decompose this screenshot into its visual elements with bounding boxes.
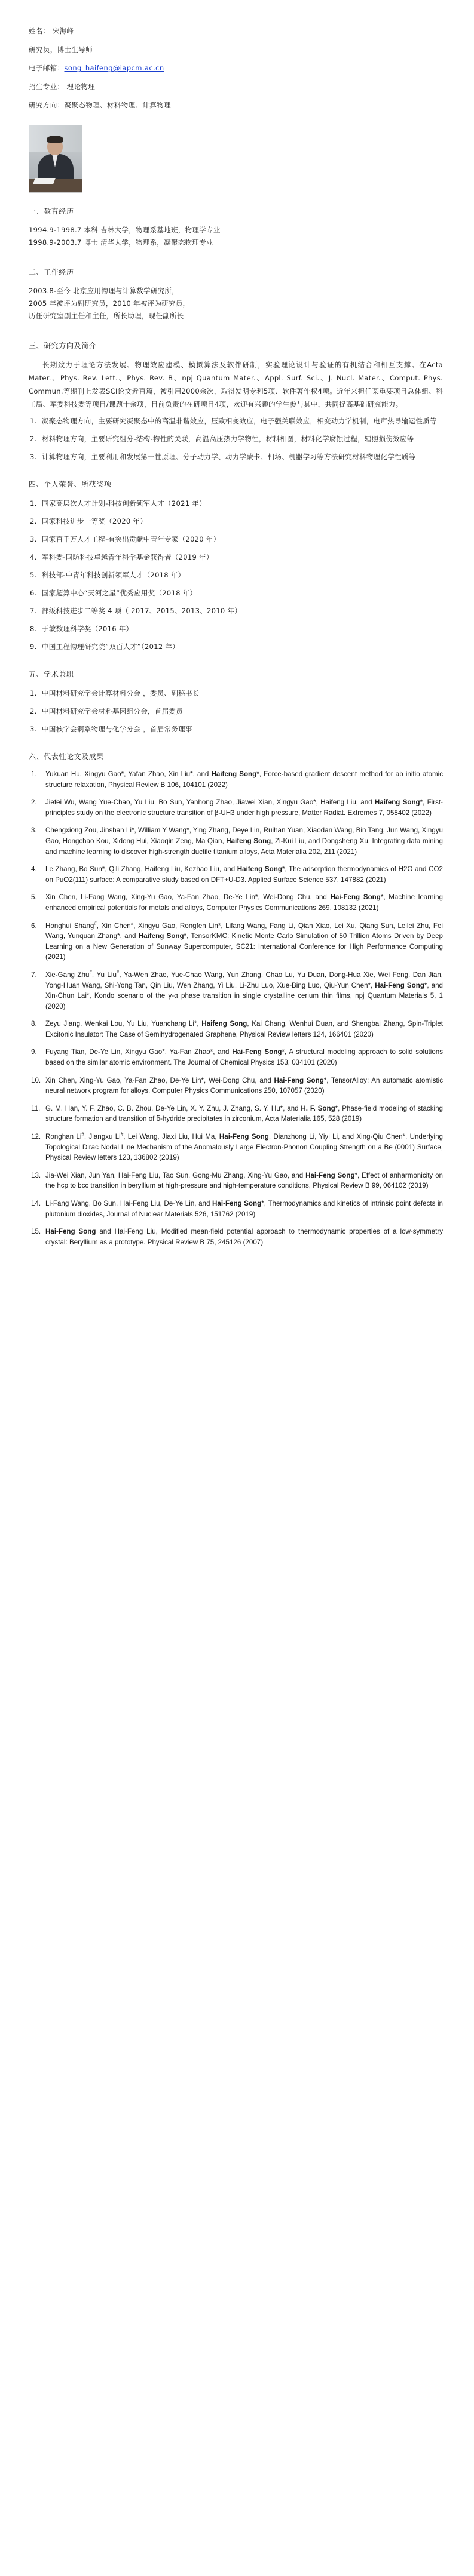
- author-mark: #: [130, 920, 134, 926]
- author-highlight: Haifeng Song: [201, 1020, 247, 1028]
- author-highlight: Haifeng Song: [226, 837, 271, 845]
- paper-item: 6. Honghui Shang#, Xin Chen#, Xingyu Gao, Rongfen Lin*, Lifang Wang, Fang Li, Qian Xiao, Lei Xu, Qiang Sun, Leilei Zhu, Fei Wang, Yunquan Zhang*, and Haifeng Song*, TensorKMC: Kinetic Monte Carlo Simulation of 50 Trillion Atoms Driven by Deep Learning on a New Generation of Sunway Supercomputer, SC21: International Conference for High Performance Computing (2021): [31, 920, 444, 961]
- education-item: 1998.9-2003.7 博士 清华大学，物理系，凝聚态物理专业: [29, 238, 213, 247]
- section-title-academic: 五、学术兼职: [29, 670, 74, 678]
- list-item: 6. 国家超算中心“天河之星”优秀应用奖（2018 年）: [30, 589, 197, 597]
- author-highlight: Hai-Feng Song: [375, 981, 424, 989]
- author-highlight: Hai-Feng Song: [212, 1200, 262, 1207]
- section-title-education: 一、教育经历: [29, 207, 74, 216]
- title-line: 研究员，博士生导师: [29, 45, 93, 54]
- honors-list: [29, 497, 443, 653]
- paper-number: 10.: [31, 1076, 41, 1084]
- author-highlight: Hai-Feng Song: [305, 1171, 355, 1179]
- paper-item: 7. Xie-Gang Zhu#, Yu Liu#, Ya-Wen Zhao, Yue-Chao Wang, Yun Zhang, Chao Lu, Yu Duan, Dong-Hua Xie, Wei Feng, Dan Jian, Yong-Huan Wang, Shi-Yong Tan, Qin Liu, Wen Zhang, Yi Liu, Li-Zhu Luo, Xue-Bing Luo, Qiu-Yun Chen*, Hai-Feng Song*, and Xin-Chun Lai*, Kondo scenario of the γ-α phase transition in single crystalline cerium thin films, npj Quantum Materials 5, 1 (2020): [31, 970, 443, 1010]
- author-mark: #: [116, 970, 120, 976]
- list-item: 1. 中国材料研究学会计算材料分会 ，委员、副秘书长: [30, 689, 200, 697]
- paper-number: 2.: [31, 798, 37, 807]
- paper-number: 7.: [31, 970, 37, 979]
- author-highlight: Haifeng Song: [237, 865, 282, 874]
- section-title-honors: 四、个人荣誉、所获奖项: [29, 480, 112, 488]
- list-item: 2. 国家科技进步一等奖（2020 年）: [30, 517, 148, 525]
- author-highlight: Hai-Feng Song: [274, 1076, 324, 1084]
- paper-number: 1.: [31, 770, 37, 778]
- education-section: [29, 206, 443, 249]
- work-section: [29, 267, 443, 322]
- author-mark: #: [89, 970, 92, 976]
- author-highlight: Hai-Feng Song: [330, 893, 381, 902]
- author-highlight: H. F. Song: [301, 1104, 335, 1112]
- author-mark: #: [81, 1132, 84, 1138]
- education-item: 1994.9-1998.7 本科 吉林大学，物理系基地班，物理学专业: [29, 226, 221, 234]
- paper-item: 3. Chengxiong Zou, Jinshan Li*, William Y Wang*, Ying Zhang, Deye Lin, Ruihan Yuan, Xiaodan Wang, Bin Tang, Jun Wang, Xingyu Gao, Hongchao Kou, Xidong Hui, Xiaoqin Zeng, Ma Qian, Haifeng Song, Zi-Kui Liu, and Dongsheng Xu, Integrating data mining and machine learning to discover high-strength ductile titanium alloys, Acta Materialia 202, 211 (2021): [31, 826, 443, 856]
- name-line: 姓名： 宋海峰: [29, 27, 74, 35]
- paper-item: 10. Xin Chen, Xing-Yu Gao, Ya-Fan Zhao, De-Ye Lin*, Wei-Dong Chu, and Hai-Feng Song*, TensorAlloy: An automatic atomistic neural network program for alloys. Computer Physics Communications 250, 107057 (2020): [31, 1076, 443, 1095]
- list-item: 3. 计算物理方向，主要利用和发展第一性原理、分子动力学、动力学蒙卡、相场、机器学习等方法研究材料物理化学性质等: [30, 453, 416, 461]
- paper-number: 6.: [31, 921, 37, 930]
- academic-list: [29, 687, 443, 736]
- paper-number: 4.: [31, 865, 37, 874]
- paper-number: 8.: [31, 1020, 37, 1028]
- paper-item: 13. Jia-Wei Xian, Jun Yan, Hai-Feng Liu, Tao Sun, Gong-Mu Zhang, Xing-Yu Gao, and Hai-Feng Song*, Effect of anharmonicity on the hcp to bcc transition in beryllium at high-pressure and high-temperature conditions, Physical Review B 99, 064102 (2019): [31, 1171, 443, 1190]
- list-item: 3. 国家百千万人才工程-有突出贡献中青年专家（2020 年）: [30, 535, 221, 543]
- author-mark: #: [120, 1132, 124, 1138]
- section-title-papers: 六、代表性论文及成果: [29, 752, 105, 761]
- list-item: 3. 中国核学会锕系物理与化学分会 ，首届常务理事: [30, 725, 192, 733]
- work-item: 历任研究室副主任和主任，所长助理，现任副所长: [29, 312, 184, 320]
- paper-number: 13.: [31, 1171, 41, 1179]
- author-highlight: Haifeng Song: [374, 798, 420, 807]
- list-item: 1. 凝聚态物理方向，主要研究凝聚态中的高温非谐效应，压致相变效应，电子强关联效应，相变动力学机制，电声热导输运性质等: [30, 417, 437, 425]
- papers-section: [29, 751, 443, 1247]
- paper-number: 9.: [31, 1048, 37, 1056]
- paper-item: 14. Li-Fang Wang, Bo Sun, Hai-Feng Liu, De-Ye Lin, and Hai-Feng Song*, Thermodynamics and kinetics of intrinsic point defects in plutonium dioxides, Journal of Nuclear Materials 526, 151762 (2019): [31, 1200, 444, 1218]
- list-item: 1. 国家高层次人才计划-科技创新领军人才（2021 年）: [30, 499, 206, 508]
- author-highlight: Hai-Feng Song: [232, 1048, 282, 1056]
- list-item: 2. 材料物理方向，主要研究组分-结构-物性的关联，高温高压热力学物性，材料相图，材料化学腐蚀过程，辐照损伤效应等: [30, 435, 414, 443]
- portrait-photo: [29, 125, 82, 193]
- paper-number: 3.: [31, 826, 37, 835]
- paper-number: 11.: [31, 1104, 41, 1112]
- paper-item: 15. Hai-Feng Song and Hai-Feng Liu, Modified mean-field potential approach to thermodynamic properties of a low-symmetry crystal: Beryllium as a prototype. Physical Review B 75, 245126 (2007): [31, 1228, 444, 1246]
- paper-item: 9. Fuyang Tian, De-Ye Lin, Xingyu Gao*, Ya-Fan Zhao*, and Hai-Feng Song*, A structural modeling approach to solid solutions based on the similar atomic environment. The Journal of Chemical Physics 153, 034101 (2020): [31, 1048, 444, 1067]
- list-item: 5. 科技部-中青年科技创新领军人才（2018 年）: [30, 571, 185, 579]
- paper-number: 12.: [31, 1133, 41, 1141]
- list-item: 2. 中国材料研究学会材料基因组分会，首届委员: [30, 707, 183, 715]
- author-highlight: Haifeng Song: [211, 770, 257, 778]
- paper-item: 8. Zeyu Jiang, Wenkai Lou, Yu Liu, Yuanchang Li*, Haifeng Song, Kai Chang, Wenhui Duan, and Shengbai Zhang, Spin-Triplet Excitonic Insulator: The Case of Semihydrogenated Graphene, Physical Review letters 124, 166401 (2020): [31, 1020, 444, 1038]
- email-line: [29, 63, 443, 73]
- section-title-research: 三、研究方向及简介: [29, 342, 97, 350]
- work-item: 2003.8-至今 北京应用物理与计算数学研究所，: [29, 287, 179, 295]
- paper-item: 12. Ronghan Li#, Jiangxu Li#, Lei Wang, Jiaxi Liu, Hui Ma, Hai-Feng Song, Dianzhong Li, Yiyi Li, and Xing-Qiu Chen*, Underlying Topological Dirac Nodal Line Mechanism of the Anomalously Large Electron-Phonon Coupling Strength on a Be (0001) Surface, Physical Review letters 123, 136802 (2019): [31, 1132, 444, 1162]
- paper-number: 5.: [31, 893, 37, 902]
- paper-item: 2. Jiefei Wu, Wang Yue-Chao, Yu Liu, Bo Sun, Yanhong Zhao, Jiawei Xian, Xingyu Gao*, Haifeng Liu, and Haifeng Song*, First-principles study on the electronic structure transition of β-UH3 under high pressure, Matter Radiat. Extremes 7, 058402 (2022): [31, 798, 444, 817]
- paper-number: 14.: [31, 1200, 41, 1207]
- paper-number: 15.: [31, 1228, 41, 1236]
- list-item: 8. 于敏数理科学奖（2016 年）: [30, 625, 133, 633]
- papers-list: [29, 769, 443, 1247]
- list-item: 9. 中国工程物理研究院“双百人才”（2012 年）: [30, 643, 179, 651]
- paper-item: 1. Yukuan Hu, Xingyu Gao*, Yafan Zhao, Xin Liu*, and Haifeng Song*, Force-based gradient descent method for ab initio atomic structure relaxation, Physical Review B 106, 104101 (2022): [31, 770, 443, 789]
- research-section: [29, 340, 443, 463]
- research-line: 研究方向：凝聚态物理、材料物理、计算物理: [29, 101, 171, 109]
- author-highlight: Haifeng Song: [138, 932, 184, 940]
- honors-section: [29, 479, 443, 653]
- paper-item: 11. G. M. Han, Y. F. Zhao, C. B. Zhou, De-Ye Lin, X. Y. Zhu, J. Zhang, S. Y. Hu*, and H. F. Song*, Phase-field modeling of stacking structure formation and transition of δ-hydride precipitates in zirconium, Acta Materialia 165, 528 (2019): [31, 1104, 443, 1123]
- research-directions-list: [29, 414, 443, 463]
- author-mark: #: [94, 920, 97, 926]
- section-title-work: 二、工作经历: [29, 268, 74, 276]
- major-line: 招生专业： 理论物理: [29, 82, 96, 91]
- work-item: 2005 年被评为副研究员，2010 年被评为研究员，: [29, 299, 190, 308]
- paper-item: 4. Le Zhang, Bo Sun*, Qili Zhang, Haifeng Liu, Kezhao Liu, and Haifeng Song*, The adsorption thermodynamics of H2O and CO2 on PuO2(111) surface: A comparative study based on DFT+U-D3. Applied Surface Science 537, 147882 (2021): [31, 865, 443, 884]
- author-highlight: Hai-Feng Song: [219, 1133, 269, 1141]
- email-label: 电子邮箱：: [29, 64, 65, 72]
- list-item: 7. 部级科技进步二等奖 4 项（ 2017、2015、2013、2010 年）: [30, 607, 242, 615]
- email-link[interactable]: song_haifeng@iapcm.ac.cn: [64, 64, 164, 72]
- academic-section: [29, 669, 443, 736]
- list-item: 4. 军科委-国防科技卓越青年科学基金获得者（2019 年）: [30, 553, 213, 561]
- author-highlight: Hai-Feng Song: [45, 1228, 96, 1236]
- paper-item: 5. Xin Chen, Li-Fang Wang, Xing-Yu Gao, Ya-Fan Zhao, De-Ye Lin*, Wei-Dong Chu, and Hai-Feng Song*, Machine learning enhanced empirical potentials for metals and alloys, Computer Physics Communications 269, 108132 (2021): [31, 893, 443, 912]
- info-block: [29, 26, 443, 110]
- research-paragraph: 长期致力于理论方法发展、物理效应建模、模拟算法及软件研制，实验理论设计与验证的有机结合和相互支撑。在Acta Mater.、Phys. Rev. Lett.、Phys. Rev. B、npj Quantum Mater.、Appl. Surf. Sci.、J. Nucl. Mater.、Comput. Phys. Commun.等期刊上发表SCI论文近百篇，被引用2000余次，取得发明专利5项、软件著作权4项。近年来担任某重要项目总体组、科工局、军委科技委等项目/课题十余项，目前负责的在研项目4项，欢迎有兴趣的学生参与其中，共同提高基础研究能力。: [29, 361, 443, 408]
